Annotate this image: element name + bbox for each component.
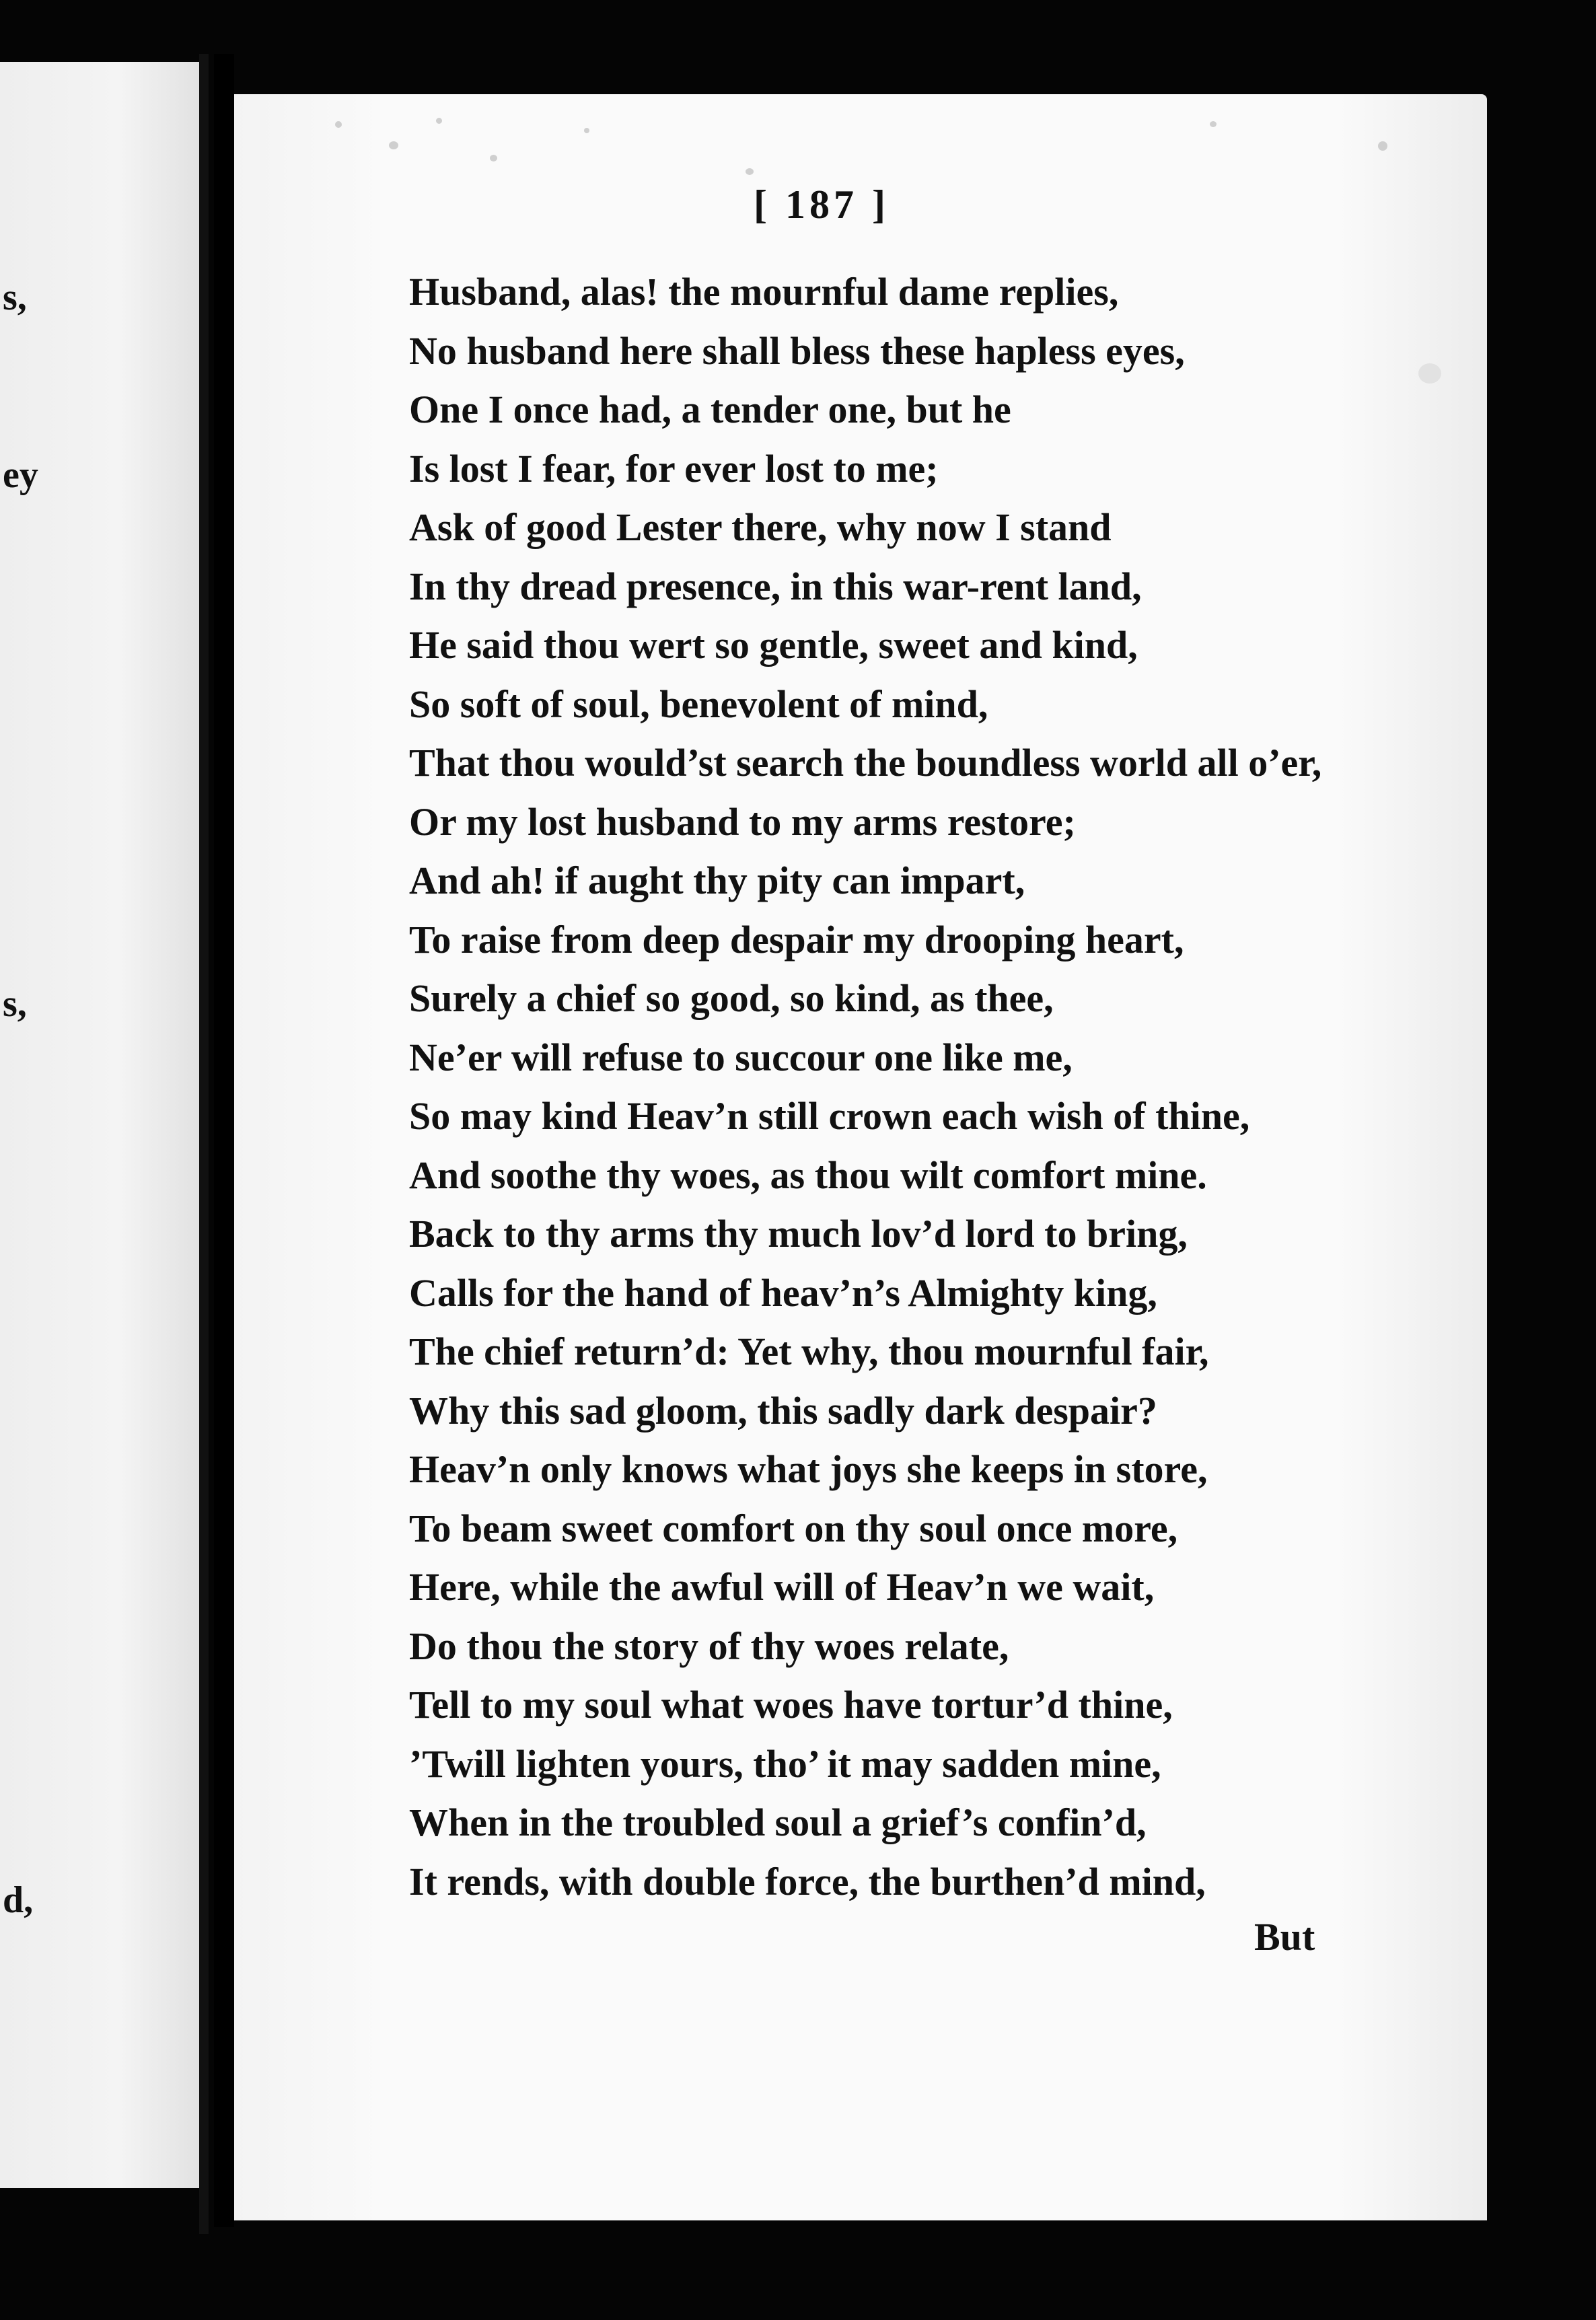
poem-line: Do thou the story of thy woes relate, bbox=[409, 1624, 1009, 1668]
poem-line: Ask of good Lester there, why now I stand bbox=[409, 505, 1112, 549]
poem-line: One I once had, a tender one, but he bbox=[409, 388, 1011, 431]
foxing-speck bbox=[746, 168, 754, 175]
left-facing-page bbox=[0, 62, 199, 2188]
poem-line: Ne’er will refuse to succour one like me, bbox=[409, 1035, 1073, 1079]
poem-line: Tell to my soul what woes have tortur’d thine, bbox=[409, 1683, 1173, 1727]
poem-line: The chief return’d: Yet why, thou mournful fair, bbox=[409, 1330, 1209, 1373]
foxing-speck bbox=[389, 141, 398, 149]
poem-text bbox=[409, 262, 1365, 1911]
poem-line: Husband, alas! the mournful dame replies, bbox=[409, 270, 1119, 314]
page-number: [ 187 ] bbox=[754, 182, 890, 227]
poem-line: And ah! if aught thy pity can impart, bbox=[409, 859, 1025, 902]
poem-line: Back to thy arms thy much lov’d lord to bring, bbox=[409, 1212, 1188, 1256]
poem-line: To beam sweet comfort on thy soul once more, bbox=[409, 1506, 1178, 1550]
poem-line: Surely a chief so good, so kind, as thee, bbox=[409, 976, 1054, 1020]
catchword: But bbox=[1254, 1915, 1315, 1959]
poem-line: It rends, with double force, the burthen’d mind, bbox=[409, 1859, 1206, 1904]
poem-line: Calls for the hand of heav’n’s Almighty king, bbox=[409, 1270, 1157, 1315]
poem-line: That thou would’st search the boundless world all o’er, bbox=[409, 741, 1322, 785]
poem-line: And soothe thy woes, as thou wilt comfort mine. bbox=[409, 1153, 1207, 1197]
poem-line: Here, while the awful will of Heav’n we wait, bbox=[409, 1565, 1155, 1609]
poem-line: He said thou wert so gentle, sweet and kind, bbox=[409, 623, 1138, 667]
foxing-speck bbox=[335, 121, 342, 128]
page-gutter bbox=[199, 54, 209, 2234]
foxing-speck bbox=[1378, 141, 1387, 151]
poem-line: In thy dread presence, in this war-rent land, bbox=[409, 564, 1142, 608]
poem-line: Is lost I fear, for ever lost to me; bbox=[409, 446, 939, 491]
poem-line: Heav’n only knows what joys she keeps in store, bbox=[409, 1447, 1208, 1491]
poem-line: Why this sad gloom, this sadly dark despair? bbox=[409, 1388, 1157, 1433]
poem-line: When in the troubled soul a grief’s confin’d, bbox=[409, 1801, 1147, 1844]
foxing-speck bbox=[490, 155, 497, 161]
foxing-speck bbox=[436, 118, 442, 124]
foxing-speck bbox=[1418, 363, 1441, 384]
left-page-edge-text: d, bbox=[3, 1879, 34, 1921]
poem-line: Or my lost husband to my arms restore; bbox=[409, 799, 1076, 844]
poem-line: To raise from deep despair my drooping heart, bbox=[409, 917, 1184, 962]
left-page-edge-text: s, bbox=[3, 277, 27, 318]
left-page-edge-text: ey bbox=[3, 454, 38, 496]
poem-line: So may kind Heav’n still crown each wish of thine, bbox=[409, 1094, 1250, 1138]
foxing-speck bbox=[1210, 121, 1217, 127]
foxing-speck bbox=[584, 128, 589, 133]
poem-line: ’Twill lighten yours, tho’ it may sadden mine, bbox=[409, 1741, 1161, 1786]
poem-line: No husband here shall bless these hapless eyes, bbox=[409, 328, 1185, 373]
poem-line: So soft of soul, benevolent of mind, bbox=[409, 682, 988, 726]
left-page-edge-text: s, bbox=[3, 983, 27, 1025]
page-gutter-shadow bbox=[214, 54, 234, 2227]
